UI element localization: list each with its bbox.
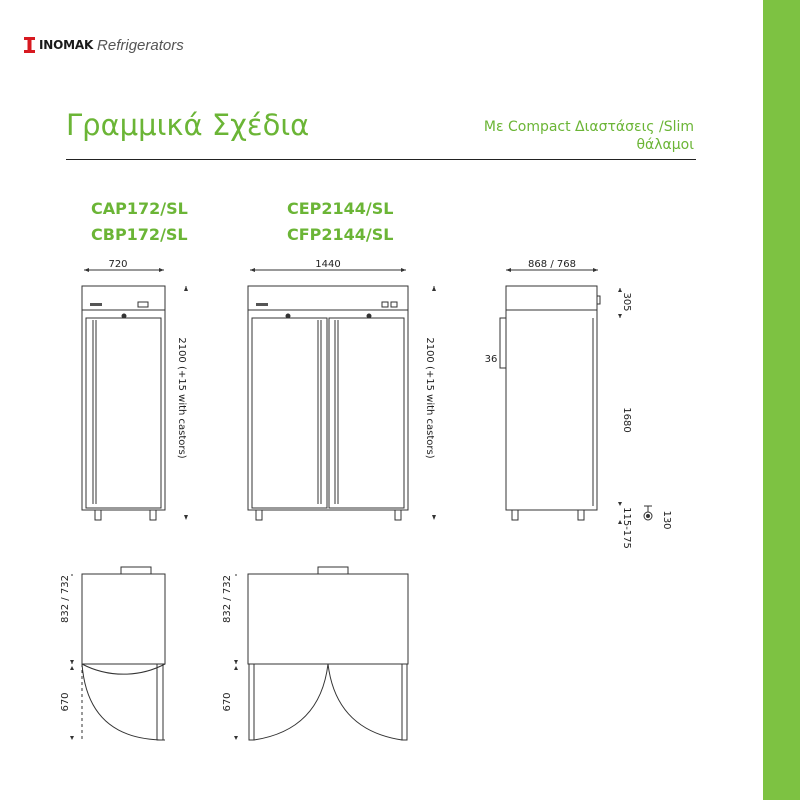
model-code: CAP172/SL — [91, 199, 188, 218]
dim-double-plan-depth: 832 / 732 — [222, 575, 233, 623]
double-plan-view — [234, 567, 408, 740]
side-top-panel — [506, 286, 597, 310]
dim-double-width: 1440 — [315, 259, 341, 270]
model-code: CBP172/SL — [91, 225, 188, 244]
castor-icon — [644, 506, 652, 520]
single-top-panel — [82, 286, 165, 310]
double-lock-right — [367, 314, 371, 318]
double-foot-right — [395, 510, 401, 520]
single-door-swing-arc — [82, 664, 165, 740]
dim-feet-range: 115-175 — [621, 507, 632, 549]
dim-body-height: 1680 — [621, 407, 632, 433]
single-control-panel — [138, 302, 148, 307]
double-open-door-right — [402, 664, 407, 740]
dim-single-width: 720 — [108, 259, 128, 270]
double-lock-left — [286, 314, 290, 318]
single-door-front-view — [82, 268, 188, 520]
brand-name: INOMAK — [39, 38, 94, 52]
dim-side-depth: 868 / 768 — [528, 259, 576, 270]
page-title: Γραμμικά Σχέδια — [66, 108, 310, 142]
model-code: CFP2144/SL — [287, 225, 394, 244]
single-plan-condenser — [121, 567, 151, 574]
side-body — [506, 310, 597, 510]
double-top-panel — [248, 286, 408, 310]
subtitle-line-2: θάλαμοι — [636, 137, 694, 153]
double-door-front-view — [248, 268, 436, 520]
single-foot-right — [150, 510, 156, 520]
single-lock — [122, 314, 126, 318]
double-left-door — [252, 318, 327, 508]
single-door-panel — [86, 318, 161, 508]
dim-single-height: 2100 (+15 with castors) — [176, 337, 187, 459]
double-swing-arc-left — [254, 664, 328, 740]
double-plan-body — [248, 574, 408, 664]
dim-double-height: 2100 (+15 with castors) — [424, 337, 435, 459]
subtitle-line-1: Με Compact Διαστάσεις /Slim — [483, 119, 694, 135]
double-open-door-left — [249, 664, 254, 740]
single-plan-body — [82, 574, 165, 664]
double-logo-plate — [256, 303, 268, 306]
double-foot-left — [256, 510, 262, 520]
dim-top-section: 305 — [621, 292, 632, 312]
double-body — [248, 310, 408, 510]
side-handle — [500, 318, 506, 368]
single-logo-plate — [90, 303, 102, 306]
dim-double-door-swing: 670 — [222, 692, 233, 712]
single-plan-view — [70, 567, 165, 740]
brand-subtitle: Refrigerators — [97, 36, 184, 54]
dim-single-plan-depth: 832 / 732 — [60, 575, 71, 623]
model-code: CEP2144/SL — [287, 199, 394, 218]
dim-castor-height: 130 — [661, 510, 672, 530]
double-right-door — [329, 318, 404, 508]
double-control-panel — [382, 302, 388, 307]
dim-handle-depth: 36 — [484, 354, 498, 365]
dim-single-door-swing: 670 — [60, 692, 71, 712]
double-plan-condenser — [318, 567, 348, 574]
single-body — [82, 310, 165, 510]
side-foot-right — [578, 510, 584, 520]
single-open-door — [157, 664, 163, 740]
single-foot-left — [95, 510, 101, 520]
double-swing-arc-right — [328, 664, 402, 740]
side-foot-left — [512, 510, 518, 520]
